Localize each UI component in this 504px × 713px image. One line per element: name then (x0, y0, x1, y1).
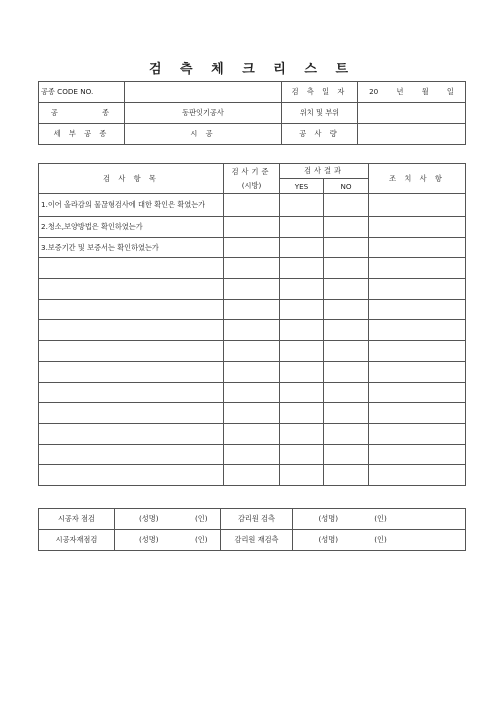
checklist-no-cell (324, 465, 369, 486)
location-label: 위치 및 부위 (282, 103, 358, 124)
checklist-item-cell (39, 279, 224, 300)
contractor-seal-label: (인) (183, 530, 221, 551)
yes-header: YES (280, 179, 324, 194)
standard-header (224, 164, 280, 194)
date-year: 20 (369, 87, 379, 96)
checklist-item-cell (39, 258, 224, 279)
checklist-no-cell (324, 361, 369, 382)
checklist-action-cell (369, 382, 466, 403)
signature-row (39, 530, 466, 551)
checklist-no-cell (324, 444, 369, 465)
checklist-item-cell (39, 403, 224, 424)
checklist-action-cell (369, 279, 466, 300)
detail-label: 세 부 공 종 (39, 124, 125, 145)
checklist-item-cell (39, 382, 224, 403)
checklist-action-cell (369, 258, 466, 279)
checklist-item-cell: 2.청소,보양방법은 확인하였는가 (39, 217, 224, 238)
standard-header-label: 검사기준 (231, 166, 272, 176)
quantity-label: 공 사 량 (282, 124, 358, 145)
checklist-action-cell (369, 299, 466, 320)
contractor-check-label: 시공자 점검 (39, 509, 115, 530)
checklist-standard-cell (224, 299, 280, 320)
checklist-action-cell (369, 403, 466, 424)
checklist-row (39, 403, 466, 424)
checklist-action-cell (369, 444, 466, 465)
supervisor-recheck-label: 감리원 재검측 (221, 530, 293, 551)
checklist-row (39, 258, 466, 279)
checklist-no-cell (324, 237, 369, 258)
checklist-row (39, 444, 466, 465)
contractor-name-label: (성명) (115, 509, 183, 530)
checklist-action-cell (369, 465, 466, 486)
checklist-standard-cell (224, 403, 280, 424)
checklist-no-cell (324, 279, 369, 300)
checklist-item-cell (39, 299, 224, 320)
checklist-row (39, 423, 466, 444)
checklist-row (39, 237, 466, 258)
checklist-yes-cell (280, 403, 324, 424)
checklist-no-cell (324, 423, 369, 444)
checklist-no-cell (324, 299, 369, 320)
checklist-no-cell (324, 320, 369, 341)
checklist-row (39, 382, 466, 403)
checklist-row (39, 361, 466, 382)
quantity-value (358, 124, 466, 145)
checklist-standard-cell (224, 341, 280, 362)
checklist-table (38, 163, 466, 486)
checklist-no-cell (324, 382, 369, 403)
checklist-yes-cell (280, 382, 324, 403)
checklist-yes-cell (280, 361, 324, 382)
checklist-no-cell (324, 341, 369, 362)
code-value (125, 82, 282, 103)
checklist-action-cell (369, 194, 466, 217)
checklist-row (39, 279, 466, 300)
contractor-seal-label: (인) (183, 509, 221, 530)
checklist-yes-cell (280, 299, 324, 320)
supervisor-name-label: (성명) (293, 509, 364, 530)
checklist-row (39, 465, 466, 486)
checklist-standard-cell (224, 423, 280, 444)
checklist-standard-cell (224, 382, 280, 403)
signature-table (38, 508, 466, 551)
work-type-value: 동판잇기공사 (125, 103, 282, 124)
standard-header-sub: (시방) (241, 180, 262, 190)
checklist-yes-cell (280, 279, 324, 300)
checklist-yes-cell (280, 444, 324, 465)
signature-row (39, 509, 466, 530)
checklist-standard-cell (224, 465, 280, 486)
checklist-yes-cell (280, 320, 324, 341)
checklist-standard-cell (224, 279, 280, 300)
checklist-row (39, 320, 466, 341)
checklist-action-cell (369, 341, 466, 362)
checklist-item-cell (39, 444, 224, 465)
checklist-standard-cell (224, 444, 280, 465)
action-header: 조 치 사 항 (369, 164, 466, 194)
checklist-item-cell: 1.이어 올라감의 물끊형검사에 대한 확인은 확였는가 (39, 194, 224, 217)
checklist-item-cell (39, 465, 224, 486)
checklist-action-cell (369, 361, 466, 382)
checklist-no-cell (324, 258, 369, 279)
location-value (358, 103, 466, 124)
checklist-action-cell (369, 237, 466, 258)
checklist-row (39, 299, 466, 320)
checklist-standard-cell (224, 194, 280, 217)
checklist-row (39, 194, 466, 217)
date-label: 검 측 일 자 (282, 82, 358, 103)
checklist-action-cell (369, 320, 466, 341)
signature-blank (398, 509, 466, 530)
result-header: 검사결과 (280, 164, 369, 179)
checklist-standard-cell (224, 237, 280, 258)
item-header: 검 사 항 목 (39, 164, 224, 194)
header-info-table (38, 81, 466, 145)
checklist-yes-cell (280, 341, 324, 362)
page-title: 검 측 체 크 리 스 트 (148, 62, 356, 77)
signature-blank (398, 530, 466, 551)
checklist-item-cell (39, 423, 224, 444)
checklist-action-cell (369, 217, 466, 238)
date-value (358, 82, 466, 103)
checklist-yes-cell (280, 237, 324, 258)
date-day-unit: 일 (446, 87, 454, 96)
date-year-unit: 년 (396, 87, 404, 96)
checklist-action-cell (369, 423, 466, 444)
checklist-yes-cell (280, 217, 324, 238)
checklist-no-cell (324, 217, 369, 238)
checklist-yes-cell (280, 258, 324, 279)
checklist-item-cell (39, 320, 224, 341)
checklist-item-cell: 3.보증기간 및 보증서는 확인하였는가 (39, 237, 224, 258)
supervisor-name-label: (성명) (293, 530, 364, 551)
checklist-standard-cell (224, 217, 280, 238)
checklist-yes-cell (280, 465, 324, 486)
date-month-unit: 월 (421, 87, 429, 96)
checklist-yes-cell (280, 423, 324, 444)
checklist-standard-cell (224, 258, 280, 279)
checklist-row (39, 341, 466, 362)
checklist-yes-cell (280, 194, 324, 217)
work-type-label: 공 종 (39, 103, 125, 124)
checklist-row (39, 217, 466, 238)
supervisor-check-label: 감리원 검측 (221, 509, 293, 530)
checklist-item-cell (39, 361, 224, 382)
checklist-no-cell (324, 403, 369, 424)
checklist-no-cell (324, 194, 369, 217)
detail-value: 시 공 (125, 124, 282, 145)
checklist-standard-cell (224, 320, 280, 341)
no-header: NO (324, 179, 369, 194)
checklist-item-cell (39, 341, 224, 362)
supervisor-seal-label: (인) (364, 530, 398, 551)
contractor-recheck-label: 시공자재점검 (39, 530, 115, 551)
contractor-name-label: (성명) (115, 530, 183, 551)
code-label: 공종 CODE NO. (39, 82, 125, 103)
supervisor-seal-label: (인) (364, 509, 398, 530)
checklist-standard-cell (224, 361, 280, 382)
